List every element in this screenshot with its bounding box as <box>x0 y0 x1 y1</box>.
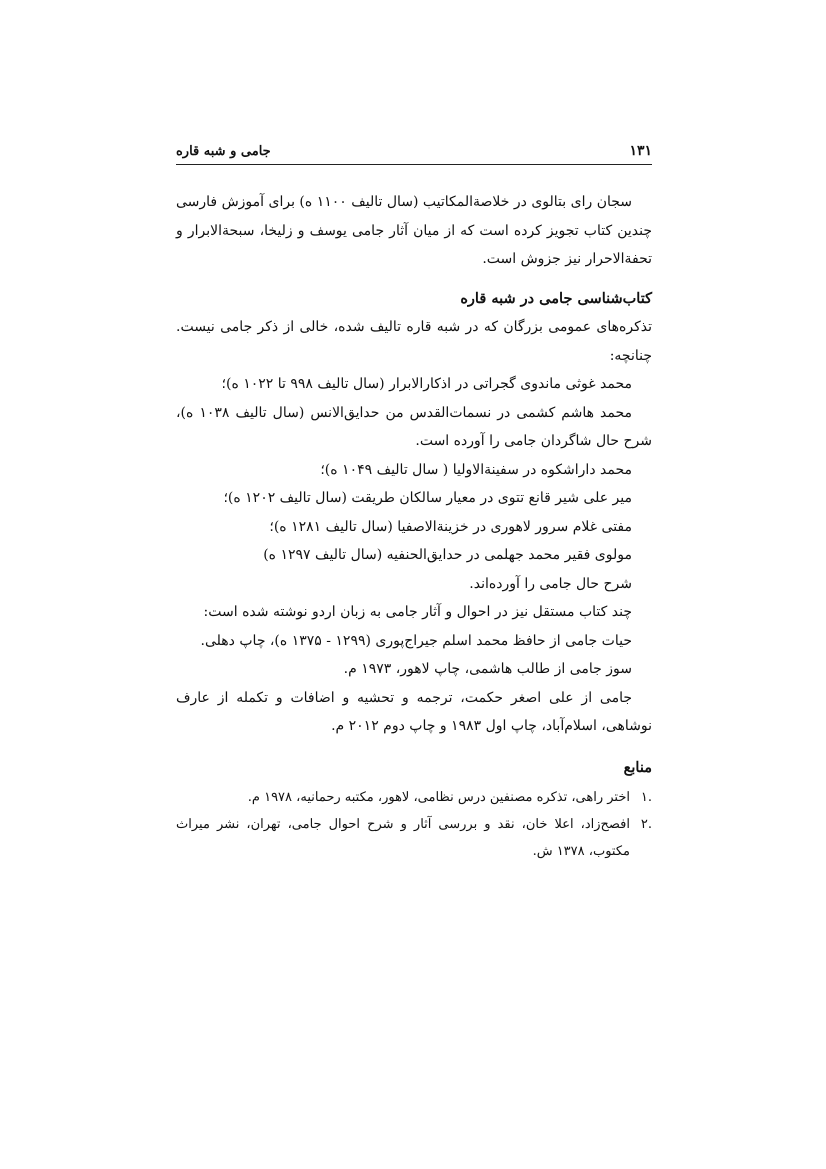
page-number: ۱۳۱ <box>629 143 652 159</box>
urdu-books-intro: چند کتاب مستقل نیز در احوال و آثار جامی به زبان اردو نوشته شده است: <box>203 604 632 620</box>
body-text <box>176 188 652 865</box>
reference-text: افصح‌زاد، اعلا خان، نقد و بررسی آثار و شرح احوال جامی، تهران، نشر میراث مکتوب، ۱۳۷۸ ش. <box>176 817 630 859</box>
bibliography-entry: محمد غوثی ماندوی گجراتی در اذکارالابرار (سال تالیف ۹۹۸ تا ۱۰۲۲ ه)؛ <box>221 376 632 392</box>
bibliography-entry: میر علی شیر قانع تتوی در معیار سالکان طریقت (سال تالیف ۱۲۰۲ ه)؛ <box>223 490 632 506</box>
section-heading: کتاب‌شناسی جامی در شبه قاره <box>460 289 652 307</box>
bibliography-entry: سوز جامی از طالب هاشمی، چاپ لاهور، ۱۹۷۳ م. <box>343 661 632 677</box>
running-title: جامی و شبه قاره <box>176 143 271 159</box>
bibliography-entry: حیات جامی از حافظ محمد اسلم جیراج‌پوری (۱۲۹۹ - ۱۳۷۵ ه)، چاپ دهلی. <box>200 632 632 649</box>
references-list <box>176 784 652 865</box>
intro-paragraph: سجان رای بتالوی در خلاصة‌المکاتیب (سال تالیف ۱۱۰۰ ه) برای آموزش فارسی چندین کتاب تجویز کرده است که از میان آثار جامی یوسف و زلیخا، سبحة‌الابرار و تحفة‌الاحرار نیز جزوش است. <box>176 194 652 267</box>
bibliography-entry: محمد داراشکوه در سفینة‌الاولیا ( سال تالیف ۱۰۴۹ ه)؛ <box>320 461 632 478</box>
bibliography-entry: مفتی غلام سرور لاهوری در خزینة‌الاصفیا (سال تالیف ۱۲۸۱ ه)؛ <box>269 518 632 535</box>
bibliography-note: شرح حال جامی را آورده‌اند. <box>469 575 632 592</box>
running-header <box>176 138 652 165</box>
reference-text: اختر راهی، تذکره مصنفین درس نظامی، لاهور، مکتبه رحمانیه، ۱۹۷۸ م. <box>247 790 630 805</box>
bibliography-entry: جامی از علی اصغر حکمت، ترجمه و تحشیه و اضافات و تکمله از عارف نوشاهی، اسلام‌آباد، چاپ اول ۱۹۸۳ و چاپ دوم ۲۰۱۲ م. <box>176 689 652 734</box>
reference-item <box>176 784 652 811</box>
bibliography-entry: محمد هاشم کشمی در نسمات‌القدس من حدایق‌الانس (سال تالیف ۱۰۳۸ ه)، شرح حال شاگردان جامی را آورده است. <box>176 404 652 449</box>
references-heading: منابع <box>623 758 652 776</box>
reference-item <box>176 811 652 865</box>
section-lead: تذکره‌های عمومی بزرگان که در شبه قاره تالیف شده، خالی از ذکر جامی نیست. چنانچه: <box>176 319 652 364</box>
reference-number: .۲ <box>640 817 652 832</box>
reference-number: .۱ <box>640 790 652 805</box>
bibliography-entry: مولوی فقیر محمد جهلمی در حدایق‌الحنفیه (سال تالیف ۱۲۹۷ ه) <box>263 547 632 563</box>
